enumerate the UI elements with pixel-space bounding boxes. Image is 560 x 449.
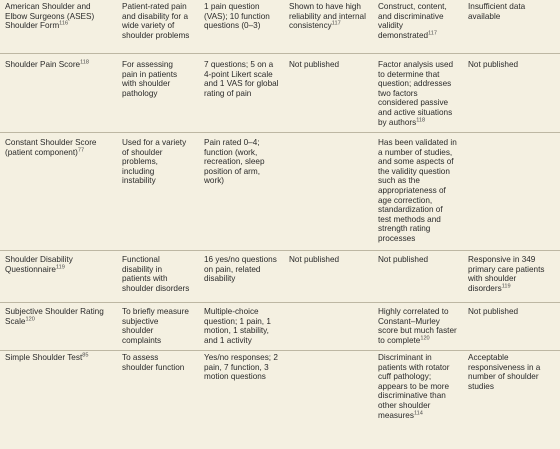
table-cell-instrument: Subjective Shoulder Rating Scale$^{120}$ (5, 307, 104, 326)
table-cell-scoring: Pain rated 0–4; function (work, recreation, sleep position of arm, work) (204, 138, 265, 186)
row-divider (0, 53, 560, 54)
table-cell-validity: Not published (378, 255, 429, 264)
table-cell-validity: Highly correlated to Constant–Murley score but much faster to complete$^{120}$ (378, 307, 457, 345)
table-cell-scoring: 16 yes/no questions on pain, related disability (204, 255, 277, 284)
table-cell-reliability: Not published (289, 60, 340, 69)
table-cell-scoring: Yes/no responses; 2 pain, 7 function, 3 motion questions (204, 353, 278, 382)
row-divider (0, 302, 560, 303)
table-cell-instrument: Simple Shoulder Test$^{85}$ (5, 352, 89, 362)
table-cell-responsiveness: Not published (468, 60, 519, 69)
table-cell-validity: Construct, content, and discriminative validity demonstrated$^{117}$ (378, 2, 447, 40)
row-divider (0, 350, 560, 351)
row-divider (0, 132, 560, 133)
table-cell-validity: Discriminant in patients with rotator cuff pathology; appears to be more discriminative than other shoulder measures$^{114}$ (378, 353, 450, 420)
table-cell-instrument: American Shoulder and Elbow Surgeons (ASES) Shoulder Form$^{116}$ (5, 2, 95, 31)
table-cell-responsiveness: Acceptable responsiveness in a number of shoulder studies (468, 353, 541, 391)
table-cell-purpose: Patient-rated pain and disability for a wide variety of shoulder problems (122, 2, 190, 40)
table-cell-purpose: To assess shoulder function (122, 353, 185, 372)
table-cell-responsiveness: Insufficient data available (468, 2, 526, 21)
table-cell-scoring: Multiple-choice question; 1 pain, 1 motion, 1 stability, and 1 activity (204, 307, 271, 345)
table-cell-reliability: Shown to have high reliability and internal consistency$^{117}$ (289, 2, 366, 31)
table-cell-scoring: 1 pain question (VAS); 10 function questions (0–3) (204, 2, 270, 31)
table-cell-purpose: Used for a variety of shoulder problems, including instability (122, 138, 187, 186)
table-cell-reliability: Not published (289, 255, 340, 264)
table-cell-instrument: Constant Shoulder Score (patient component)$^{77}$ (5, 138, 97, 157)
row-divider (0, 250, 560, 251)
table-cell-responsiveness: Responsive in 349 primary care patients with shoulder disorders$^{119}$ (468, 255, 545, 293)
table-cell-purpose: To briefly measure subjective shoulder complaints (122, 307, 189, 345)
table-cell-instrument: Shoulder Disability Questionnaire$^{119}$ (5, 255, 73, 274)
table-cell-purpose: For assessing pain in patients with shoulder pathology (122, 60, 178, 98)
table-cell-validity: Has been validated in a number of studies, and some aspects of the validity question such as the appropriateness of age correction, standardization of test methods and strength rating processes (378, 138, 457, 243)
table-cell-instrument: Shoulder Pain Score$^{118}$ (5, 59, 90, 69)
table-cell-purpose: Functional disability in patients with shoulder disorders (122, 255, 190, 293)
table-cell-validity: Factor analysis used to determine that question; addresses two factors considered passive and active situations by authors$^{118}$ (378, 60, 454, 127)
table-cell-responsiveness: Not published (468, 307, 519, 316)
table-cell-scoring: 7 questions; 5 on a 4-point Likert scale and 1 VAS for global rating of pain (204, 60, 279, 98)
